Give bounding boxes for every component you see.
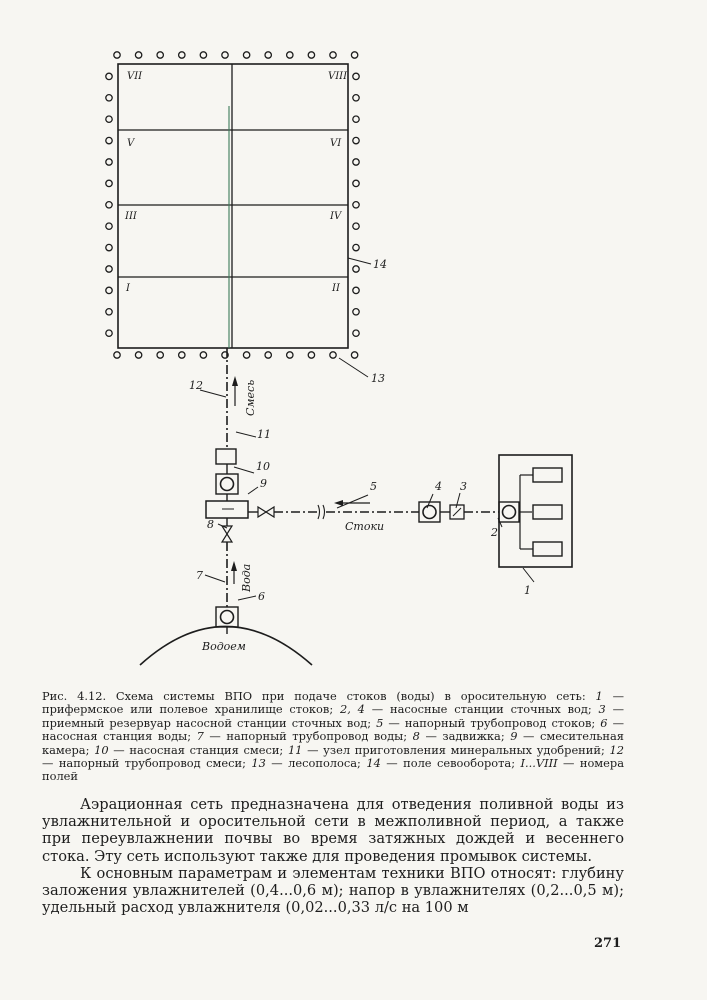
tree-circle <box>330 352 336 358</box>
legend-number: 14 <box>366 756 381 771</box>
tree-circle <box>243 352 249 358</box>
sewage-pipeline <box>248 500 419 519</box>
callout-10: 10 <box>256 460 270 473</box>
mixture-pipeline <box>227 348 238 448</box>
tree-circle <box>353 223 359 229</box>
legend-text: — напорный трубопровод смеси; <box>42 756 252 771</box>
tree-circle <box>353 73 359 79</box>
callout-7: 7 <box>196 569 203 582</box>
callout-2: 2 <box>491 526 498 539</box>
callout-leaders <box>200 258 534 600</box>
tree-circle <box>106 244 112 250</box>
figure-caption <box>42 690 624 784</box>
callout-11: 11 <box>257 428 271 441</box>
reservoir-label: Водоем <box>202 640 246 653</box>
sewage-flow-label: Стоки <box>345 520 385 533</box>
paragraph: Аэрационная сеть предназначена для отведения поливной воды из увлажнительной и оросительной сети в межполивной период, а также при переувлажнении почвы во время затяжных дождей и весеннего стока. Эту сеть используют также для проведения промывок системы. <box>42 796 624 865</box>
legend-text: — напорный трубопровод стоков; <box>383 715 601 730</box>
field-label: III <box>125 211 137 222</box>
tree-circle <box>265 352 271 358</box>
caption-lead: Рис. 4.12. Схема системы ВПО при подаче стоков (воды) в оросительную сеть: <box>42 689 586 703</box>
callout-9: 9 <box>260 477 267 490</box>
tree-circle <box>353 137 359 143</box>
legend-text: — прифермское или полевое хранилище стоков; <box>42 689 624 717</box>
tree-circle <box>353 159 359 165</box>
tree-circle <box>351 352 357 358</box>
callout-3: 3 <box>460 480 467 493</box>
mix-flow-label: Смесь <box>244 379 257 416</box>
field-label: V <box>127 138 135 149</box>
callout-13: 13 <box>371 372 385 385</box>
legend-number: 11 <box>287 742 303 757</box>
field-numbers <box>124 71 348 294</box>
callout-5: 5 <box>370 480 377 493</box>
legend-number: 8 <box>412 729 420 744</box>
legend-text: — смесительная камера; <box>42 729 624 757</box>
tree-circle <box>353 244 359 250</box>
tree-circle <box>287 52 293 58</box>
sewage-storage <box>499 455 572 567</box>
tree-circle <box>351 52 357 58</box>
gate-valve <box>222 518 232 542</box>
tree-circle <box>200 52 206 58</box>
callout-8: 8 <box>207 518 214 531</box>
tree-circle <box>179 352 185 358</box>
legend-text: — насосные станции сточных вод; <box>364 702 599 717</box>
field-label: VII <box>127 71 143 82</box>
legend-number: 10 <box>94 742 109 757</box>
legend-number: 6 <box>600 715 608 730</box>
tree-circle <box>106 287 112 293</box>
legend-text: — приемный резервуар насосной станции сточных вод; <box>42 702 624 730</box>
legend-number: 7 <box>196 729 204 744</box>
callout-numbers <box>189 258 531 603</box>
tree-circle <box>353 180 359 186</box>
legend-number: 5 <box>376 715 384 730</box>
tree-circle <box>106 266 112 272</box>
field-label: II <box>332 283 340 294</box>
legend-number: 13 <box>251 756 266 771</box>
tree-circle <box>106 202 112 208</box>
tree-circle <box>222 52 228 58</box>
callout-1: 1 <box>524 584 531 597</box>
legend-number: 3 <box>598 702 606 717</box>
field-label: VI <box>330 138 342 149</box>
callout-12: 12 <box>189 379 203 392</box>
caption-legend <box>42 689 624 783</box>
tree-circle <box>265 52 271 58</box>
legend-text: — номера полей <box>42 756 624 784</box>
tree-circle <box>353 266 359 272</box>
tree-circle <box>157 52 163 58</box>
callout-6: 6 <box>258 590 265 603</box>
tree-circle <box>114 52 120 58</box>
tree-circle <box>308 352 314 358</box>
tree-circle <box>243 52 249 58</box>
tree-circle <box>106 116 112 122</box>
tree-circle <box>114 352 120 358</box>
tree-circle <box>106 137 112 143</box>
legend-number: 12 <box>609 742 624 757</box>
tree-circle <box>106 309 112 315</box>
tree-circle <box>353 330 359 336</box>
tree-circle <box>106 330 112 336</box>
callout-14: 14 <box>373 258 387 271</box>
legend-text: — узел приготовления минеральных удобрений; <box>302 742 610 757</box>
tree-circle <box>106 159 112 165</box>
tree-circle <box>308 52 314 58</box>
legend-text: — задвижка; <box>419 729 511 744</box>
tree-circle <box>106 73 112 79</box>
tree-circle <box>157 352 163 358</box>
field-label: VIII <box>328 71 348 82</box>
tree-circle <box>106 223 112 229</box>
tree-circle <box>179 52 185 58</box>
tree-circle <box>353 95 359 101</box>
tree-circle <box>106 180 112 186</box>
tree-circle <box>200 352 206 358</box>
legend-number: 1 <box>595 689 603 703</box>
fertilizer-unit <box>216 449 236 464</box>
legend-text: — насосная станция смеси; <box>108 742 288 757</box>
tree-circle <box>106 95 112 101</box>
legend-number: 9 <box>510 729 518 744</box>
tree-circle <box>353 202 359 208</box>
tree-circle <box>135 52 141 58</box>
page-number: 271 <box>594 936 622 951</box>
water-flow-label: Вода <box>240 563 253 592</box>
tree-circle <box>330 52 336 58</box>
tree-circle <box>353 287 359 293</box>
crop-rotation-field <box>118 64 348 348</box>
paragraph: К основным параметрам и элементам техники ВПО относят: глубину заложения увлажнителей (0,4...0,6 м); напор в увлажнителях (0,2...0,5 м); удельный расход увлажнителя (0,02...0,33 л/с на 100 м <box>42 864 624 917</box>
legend-text: — лесополоса; <box>265 756 367 771</box>
legend-text: — поле севооборота; <box>380 756 521 771</box>
legend-number: I...VIII <box>520 756 558 771</box>
tree-circle <box>287 352 293 358</box>
callout-4: 4 <box>435 480 442 493</box>
water-pipeline <box>227 542 237 607</box>
field-label: IV <box>330 211 342 222</box>
legend-number: 2, 4 <box>339 702 365 717</box>
tree-circle <box>135 352 141 358</box>
legend-text: — насосная станция воды; <box>42 715 624 744</box>
tree-circle <box>353 116 359 122</box>
tree-circle <box>353 309 359 315</box>
body-text <box>42 796 624 916</box>
field-label: I <box>126 283 130 294</box>
legend-text: — напорный трубопровод воды; <box>203 729 413 744</box>
